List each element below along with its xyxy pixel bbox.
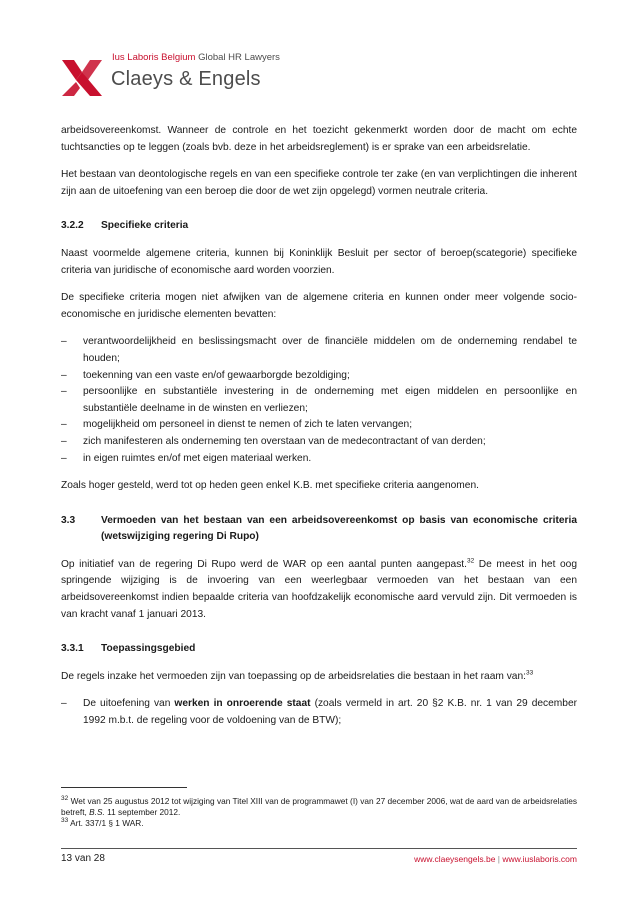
section-number: 3.3.1 [61,643,84,655]
dash-bullet: – [61,336,67,348]
list-item-bold-text: werken in onroerende staat [174,698,311,710]
list-item-text: toekenning van een vaste en/of gewaarborgde bezoldiging; [83,369,350,381]
section-number: 3.3 [61,514,76,526]
dash-bullet: – [61,698,67,710]
footnote-ref[interactable]: 33 [525,669,534,677]
company-logo [60,52,300,98]
paragraph: arbeidsovereenkomst. Wanneer de controle en het toezicht gekenmerkt worden door de macht om echte tuchtsancties op te leggen (zoals bvb. deze in het arbeidsreglement) is er sprake van een arbeidsrelatie. [61,125,577,153]
footnote-text: Art. 337/1 § 1 WAR. [68,818,144,829]
paragraph: Zoals hoger gesteld, werd tot op heden geen enkel K.B. met specifieke criteria aangenomen. [61,480,479,492]
page-number: 13 van 28 [61,853,105,864]
list-item-text: (zoals vermeld in art. 20 §2 K.B. nr. 1 van 29 december 1992 m.b.t. de regeling voor de voldoening van de BTW); [83,698,577,727]
list-item-text: De uitoefening van [83,698,175,710]
paragraph: Het bestaan van deontologische regels en van een specifieke controle ter zake (en van verplichtingen die inherent zijn aan de uitoefening van een beroep die door de wet zijn opgelegd) vormen neutrale criteria. [61,169,577,197]
list-item-text: mogelijkheid om personeel in dienst te nemen of zich te laten vervangen; [83,419,413,431]
logo-tagline [112,52,280,64]
criteria-list [61,334,577,467]
footnote-number: 33 [61,817,69,825]
footnote-italic: B.S. [89,807,105,818]
paragraph-text: De meest in het oog springende wijziging is de invoering van een weerlegbaar vermoeden van het bestaan van een arbeidsovereenkomst indien bepaalde criteria van hoofdzakelijk economische aard vervuld zijn. Dit vermoeden is van kracht vanaf 1 januari 2013. [61,558,577,620]
logo-tagline-red: Ius Laboris Belgium [112,52,196,63]
dash-bullet: – [61,435,67,447]
paragraph: Naast voormelde algemene criteria, kunnen bij Koninklijk Besluit per sector of beroep(scategorie) specifieke criteria van juridische of economische aard worden voorzien. [61,247,577,276]
dash-bullet: – [61,386,67,398]
footnote-32 [61,796,577,818]
footer-divider [61,848,577,849]
section-number: 3.2.2 [61,220,84,232]
list-item [61,696,577,729]
section-heading-3-3 [61,513,577,546]
section-title: Toepassingsgebied [101,643,196,655]
body-content [61,123,577,730]
link-claeysengels[interactable]: www.claeysengels.be [414,854,496,864]
list-item-text: zich manifesteren als onderneming ten overstaan van de medecontractant of van derden; [83,435,486,447]
list-item-text: persoonlijke en substantiële investering in de onderneming met eigen middelen en persoonlijke en substantiële deelname in de winsten en verliezen; [83,386,577,414]
list-item [61,451,577,468]
footnote-33 [61,818,577,829]
footnote-text: 11 september 2012. [104,807,181,818]
section-title: Specifieke criteria [101,220,189,232]
paragraph: De specifieke criteria mogen niet afwijken van de algemene criteria en kunnen onder meer volgende socio-economische en juridische elementen bevatten: [61,292,577,320]
paragraph [61,669,577,686]
link-separator: | [495,854,503,864]
list-item [61,417,577,434]
section-heading-3-3-1 [61,641,577,658]
footnote-separator [61,787,187,788]
link-iuslaboris[interactable]: www.iuslaboris.com [502,854,577,864]
footnotes [61,796,577,830]
paragraph-text: De regels inzake het vermoeden zijn van toepassing op de arbeidsrelaties die bestaan in het raam van: [61,670,526,682]
list-item-text: in eigen ruimtes en/of met eigen materiaal werken. [83,452,312,464]
footnote-ref[interactable]: 32 [466,557,475,565]
paragraph-text: Op initiatief van de regering Di Rupo werd de WAR op een aantal punten aangepast. [61,558,467,570]
scope-list [61,696,577,729]
footer-links [414,853,577,865]
list-item-text: verantwoordelijkheid en beslissingsmacht over de financiële middelen om de onderneming rendabel te houden; [83,336,577,364]
dash-bullet: – [61,419,67,431]
section-title: Vermoeden van het bestaan van een arbeidsovereenkomst op basis van economische criteria (wetswijziging regering Di Rupo) [101,514,577,543]
logo-wordmark: Claeys & Engels [111,68,261,90]
logo-tagline-grey: Global HR Lawyers [198,52,280,63]
paragraph [61,557,577,623]
list-item [61,384,577,417]
section-heading-3-2-2 [61,218,577,235]
list-item [61,368,577,385]
list-item [61,334,577,367]
dash-bullet: – [61,369,67,381]
list-item [61,434,577,451]
footnote-number: 32 [61,795,69,803]
footnote-text: Wet van 25 augustus 2012 tot wijziging van Titel XIII van de programmawet (I) van 27 december 2006, wat de aard van de arbeidsrelaties betreft, [61,796,577,818]
red-x-mark-icon [60,58,104,98]
dash-bullet: – [61,452,67,464]
